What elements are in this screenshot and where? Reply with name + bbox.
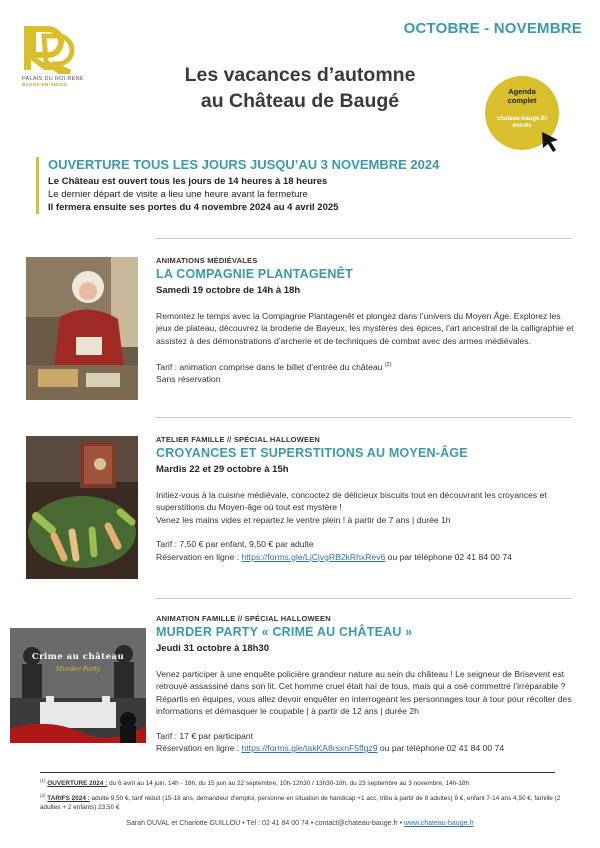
event-3-date: Jeudi 31 octobre à 18h30 [156,643,269,654]
event-2-date: Mardis 22 et 29 octobre à 15h [156,464,289,475]
opening-line-1: Le Château est ouvert tous les jours de 14 heures à 18 heures [48,176,328,187]
event-3-poster [10,628,146,743]
agenda-label: Agenda complet [507,87,537,105]
event-2-description-2: Venez les mains vides et repartez le ventre plein ! à partir de 7 ans | durée 1h [156,514,451,525]
opening-heading: OUVERTURE TOUS LES JOURS JUSQU’AU 3 NOVEMBRE 2024 [48,157,440,172]
event-2-tarif: Tarif : 7,50 € par enfant, 9,50 € par adulte [156,539,314,550]
notes-divider [40,772,555,773]
page-title [150,62,450,114]
logo [22,22,92,87]
event-3-poster-art [10,628,146,743]
event-1-extra: Sans réservation [156,374,221,385]
logo-mark-icon [22,22,80,74]
event-2-reservation-link[interactable]: https://forms.gle/LjCjvgRB2kRhxRev6 [241,551,386,562]
logo-sub: BAUGÉ-EN-ANJOU [22,82,68,87]
event-1-tarif-line [156,359,576,373]
footnotes [40,776,570,812]
cursor-icon [540,130,562,154]
event-1-title: LA COMPAGNIE PLANTAGENÊT [156,267,353,281]
event-1-date: Samedi 19 octobre de 14h à 18h [156,285,301,296]
event-2-reservation: Réservation en ligne : https://forms.gle/LjCjvgRB2kRhxRev6 ou par téléphone 02 41 84 00 74 [156,551,512,562]
footnote-2: $^{(2)}$ TARIFS 2024 : adulte 9,50 €, tarif réduit (15-18 ans, demandeur d’emploi, personne en situation de handicap +1 acc, tribu à partir de 8 adultes) 8 €, enfant 7-14 ans 4,50 €, famille (2 adultes + 2 enfants) 23,50 € [40,793,561,812]
event-2-photo [26,436,138,579]
divider [155,238,572,239]
footnote-1: $^{(1)}$ OUVERTURE 2024 : du 6 avril au 14 juin, 14h - 18h, du 15 juin au 22 septembre, 10h-12h30 / 13h30-18h, du 23 septembre au 3 novembre, 14h-18h [40,778,469,788]
event-3-poster-title: Crime au château [31,652,125,662]
event-3-tarif: Tarif : 17 € par participant [156,730,253,741]
agenda-link[interactable]: chateau-bauge.fr/ events [496,116,547,129]
event-3-description: Venez participer à une enquête policière grandeur nature au sein du château ! Le seigneur de Brisevent est retrouvé assassiné dans son lit. Cet homme cruel était haï de tous, mais qui a osé commettre l’irréparable ? Répartis en équipes, vous allez devoir enquêter en interrogeant les personnages tour à tour pour récolter des informations et démasquer le coupable | à partir de 12 ans | durée 2h [156,669,572,717]
event-1-description: Remontez le temps avec la Compagnie Plantagenêt et plongez dans l’univers du Moyen Âge. Explorez les jeux de plateau, découvrez la broderie de Bayeux, les mystères des épices, l’art ancestral de la calligraphie et assistez à des démonstrations d’archerie et de techniques de combat avec des armes médiévales. [156,311,574,346]
divider [155,598,572,599]
footer-website-link[interactable]: www.chateau-bauge.fr [404,820,474,827]
event-1 [156,256,576,386]
event-1-tarif: Tarif : animation comprise dans le billet d’entrée du château [156,362,383,373]
opening-line-3: Il fermera ensuite ses portes du 4 novembre 2024 au 4 avril 2025 [48,202,339,213]
event-2-title: CROYANCES ET SUPERSTITIONS AU MOYEN-ÂGE [156,446,468,460]
event-3-title: MURDER PARTY « CRIME AU CHÂTEAU » [156,625,413,639]
period-heading: OCTOBRE - NOVEMBRE [403,20,582,37]
event-3-reservation: Réservation en ligne : https://forms.gle/takKA8rsxnF5ffgz9 ou par téléphone 02 41 84 00 74 [156,743,505,754]
event-2-category: ATELIER FAMILLE // SPÉCIAL HALLOWEEN [156,435,321,444]
logo-name: PALAIS DU ROI RENÉ [22,76,84,82]
event-3-poster-subtitle: Murder Party [55,665,101,673]
opening-block [36,157,439,214]
event-1-photo [26,257,138,400]
event-2-description: Initiez-vous à la cuisine médiévale, concoctez de délicieux biscuits tout en découvrant les croyances et superstitions du Moyen-âge où tout est mystère ! [156,490,547,513]
opening-line-2: Le dernier départ de visite a lieu une heure avant la fermeture [48,189,308,200]
event-3-category: ANIMATION FAMILLE // SPÉCIAL HALLOWEEN [156,614,331,623]
title-line-2: au Château de Baugé [200,90,400,112]
event-3-reservation-link[interactable]: https://forms.gle/takKA8rsxnF5ffgz9 [241,743,378,754]
event-3 [156,614,576,754]
event-2 [156,435,576,563]
event-1-category: ANIMATIONS MÉDIÉVALES [156,256,258,265]
divider [155,417,572,418]
footer-contact: Sarah DUVAL et Charlotte GUILLOU • Tél : 02 41 84 00 74 • contact@chateau-bauge.fr • www.chateau-bauge.fr [126,820,474,827]
event-1-tarif-note: (2) [384,362,392,369]
title-line-1: Les vacances d’automne [184,64,416,86]
